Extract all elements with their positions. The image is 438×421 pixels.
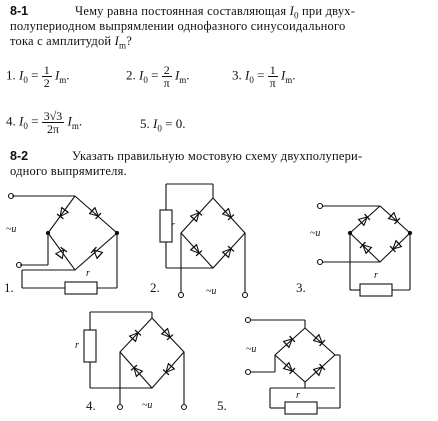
c1-number: 1. [4, 280, 14, 295]
c5-r-label: r [296, 390, 300, 401]
question-8-1-line2: полупериодном выпрямлении однофазного синусоидального [10, 19, 346, 33]
c5-number: 5. [217, 398, 227, 413]
option-5: 5. $I_0 = 0$. [140, 116, 186, 134]
c2-u-label: ~u [206, 286, 217, 297]
option-3: 3. $I_0$ = $\frac{1}{\pi}$ $I_m$. [232, 63, 296, 90]
question-8-1-line3: тока с амплитудой $I_m$? [10, 34, 132, 51]
c5-u-label: ~u [246, 344, 257, 355]
c3-u-label: ~u [310, 228, 321, 239]
circuit-5 [246, 318, 341, 415]
option-2: 2. $I_0$ = $\frac{2}{\pi}$ $I_m$. [126, 63, 190, 90]
question-8-2-line2: одного выпрямителя. [10, 164, 127, 178]
circuit-3 [318, 204, 412, 297]
option-1: 1. $I_0$ = $\frac{1}{2}$ $I_m$. [6, 63, 70, 90]
circuit-1 [9, 194, 119, 295]
c3-number: 3. [296, 280, 306, 295]
c1-u-label: ~u [6, 224, 17, 235]
circuit-2 [160, 184, 248, 298]
c3-r-label: r [374, 270, 378, 281]
question-8-2-line1: Указать правильную мостовую схему двухполупери- [72, 149, 363, 163]
option-4: 4. $I_0$ = $\frac{3√3}{2\pi}$ $I_m$. [6, 109, 83, 136]
question-8-1-line1: Чему равна постоянная составляющая $I_0$ при двух- [75, 4, 356, 21]
c2-r-label: r [171, 220, 175, 231]
c4-r-label: r [75, 340, 79, 351]
c1-r-label: r [86, 268, 90, 279]
question-8-2-number: 8-2 [10, 149, 29, 163]
circuit-4 [84, 312, 187, 410]
c4-u-label: ~u [142, 400, 153, 411]
c2-number: 2. [150, 280, 160, 295]
question-8-1-number: 8-1 [10, 4, 29, 18]
c4-number: 4. [86, 398, 96, 413]
